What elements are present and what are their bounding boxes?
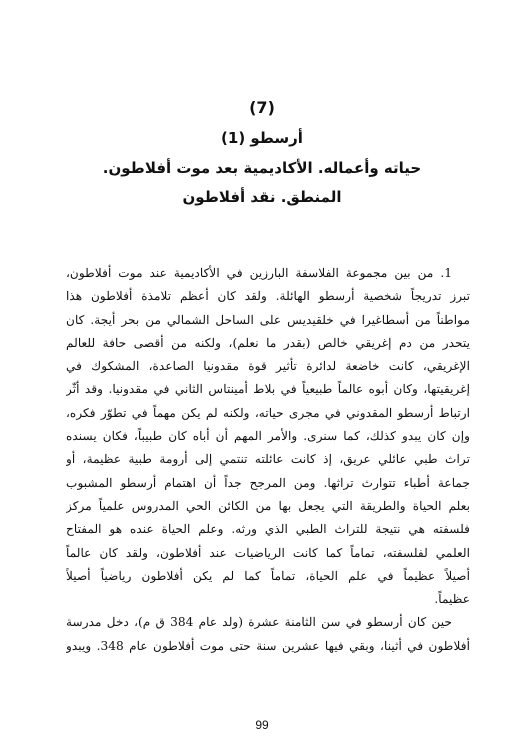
paragraph1-line: إغريقيتها، وكان أبوه عالماً طبيعياً في بلاط أمينتاس الثاني في مقدونيا. وقد أثّر xyxy=(66,382,470,397)
paragraph1-line: أصيلاً عظيماً في علم الحياة، تماماً كما لم يكن أفلاطون رياضياً أصيلاً xyxy=(66,568,470,583)
body-text xyxy=(66,262,470,658)
paragraph1-line: الإغريقي، كانت خاضعة لدائرة تأثير قوة مقدونيا الصاعدة، المشكوك في xyxy=(66,359,470,374)
paragraph1-line: فلسفته هي نتيجة للتراث الطبي الذي ورثه. وعلم الحياة عنده هو المفتاح xyxy=(66,522,470,537)
paragraph2-line: حين كان أرسطو في سن الثامنة عشرة (ولد عام 384 ق م)، دخل مدرسة xyxy=(66,615,452,630)
chapter-number: (7) xyxy=(249,98,275,117)
chapter-subtitle-line1: حياته وأعماله. الأكاديمية بعد موت أفلاطون. xyxy=(102,159,422,177)
paragraph1-line: جماعة أطباء تتوارث تراثها. ومن المرجح جداً أن اهتمام أرسطو المشبوب xyxy=(66,475,470,490)
paragraph1-line: بعلم الحياة والطريقة التي يجعل بها من الكائن الحي المدروس علمياً مركز xyxy=(66,498,470,513)
paragraph2-line: أفلاطون في أثينا، وبقي فيها عشرين سنة حتى موت أفلاطون عام 348. ويبدو xyxy=(66,638,470,653)
paragraph1-line: تراث طبي عائلي عريق، إذ كانت عائلته تنتمي إلى أرومة طبية عظيمة، أو xyxy=(66,452,470,467)
paragraph1-line: العلمي لفلسفته، تماماً كما كانت الرياضيات عند أفلاطون، ولقد كان عالماً xyxy=(66,545,470,560)
paragraph1-line: مواطناً من أسطاغيرا في خلقيديس على الساحل الشمالي من بحر أيجة. كان xyxy=(66,312,470,327)
paragraph1-line: 1. من بين مجموعة الفلاسفة البارزين في الأكاديمية عند موت أفلاطون، xyxy=(66,266,452,280)
chapter-title: أرسطو (1) xyxy=(221,129,303,147)
page-number: 99 xyxy=(255,718,269,732)
chapter-subtitle-line2: المنطق. نقد أفلاطون xyxy=(182,188,342,206)
paragraph1-line: ارتباط أرسطو المقدوني في مجرى حياته، ولكنه لم يكن مهماً في تطوّر فكره، xyxy=(66,405,470,420)
paragraph1-line: عظيماً. xyxy=(434,592,470,607)
paragraph1-line: وإن كان يبدو كذلك، كما سنرى. والأمر المهم أن أباه كان طبيباً، فكان يسنده xyxy=(66,429,470,444)
paragraph1-line: يتحدر من دم إغريقي خالص (بقدر ما نعلم)، ولكنه من أقصى حافة للعالم xyxy=(66,335,470,350)
paragraph1-line: تبرز تدريجاً شخصية أرسطو الهائلة. ولقد كان أعظم تلامذة أفلاطون هذا xyxy=(66,289,470,304)
